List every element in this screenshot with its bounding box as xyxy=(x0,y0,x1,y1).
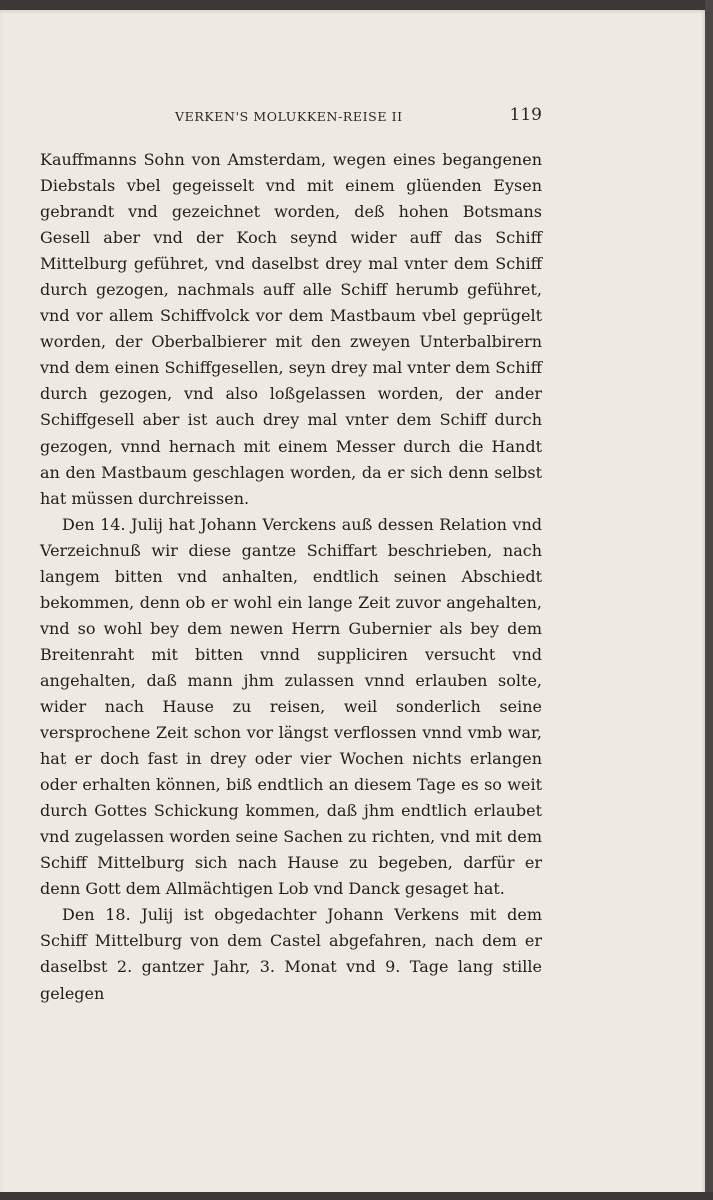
page-header xyxy=(40,105,542,129)
page-edge-shadow xyxy=(705,0,713,1200)
paragraph-1: Kauffmanns Sohn von Amsterdam, wegen eines begangenen Diebstals vbel gegeisselt vnd mit einem glüenden Eysen gebrandt vnd gezeichnet worden, deß hohen Botsmans Gesell aber vnd der Koch seynd wider auff das Schiff Mittelburg geführet, vnd daselbst drey mal vnter dem Schiff durch gezogen, nachmals auff alle Schiff herumb geführet, vnd vor allem Schiffvolck vor dem Mastbaum vbel geprügelt worden, der Oberbalbierer mit den zweyen Unterbalbirern vnd dem einen Schiffgesellen, seyn drey mal vnter dem Schiff durch gezogen, vnd also loßgelassen worden, der ander Schiffgesell aber ist auch drey mal vnter dem Schiff durch gezogen, vnnd hernach mit einem Messer durch die Handt an den Mastbaum geschlagen worden, da er sich denn selbst hat müssen durchreissen. xyxy=(40,150,542,508)
running-head: VERKEN'S MOLUKKEN-REISE II xyxy=(175,109,403,124)
paragraph-3: Den 18. Julij ist obgedachter Johann Verkens mit dem Schiff Mittelburg von dem Castel abgefahren, nach dem er daselbst 2. gantzer Jahr, 3. Monat vnd 9. Tage lang stille gelegen xyxy=(40,905,542,1003)
book-page xyxy=(0,10,705,1194)
page-bottom-edge xyxy=(0,1192,713,1200)
page-number: 119 xyxy=(509,105,542,125)
paragraph-2: Den 14. Julij hat Johann Verckens auß dessen Relation vnd Verzeichnuß wir diese gantze Schiffart beschrieben, nach langem bitten vnd anhalten, endtlich seinen Abschiedt bekommen, denn ob er wohl ein lange Zeit zuvor angehalten, vnd so wohl bey dem newen Herrn Gubernier als bey dem Breitenraht mit bitten vnnd suppliciren versucht vnd angehalten, daß mann jhm zulassen vnnd erlauben solte, wider nach Hause zu reisen, weil sonderlich seine versprochene Zeit schon vor längst verflossen vnnd vmb war, hat er doch fast in drey oder vier Wochen nichts erlangen oder erhalten können, biß endtlich an diesem Tage es so weit durch Gottes Schickung kommen, daß jhm endtlich erlaubet vnd zugelassen worden seine Sachen zu richten, vnd mit dem Schiff Mittelburg sich nach Hause zu begeben, darfür er denn Gott dem Allmächtigen Lob vnd Danck gesaget hat. xyxy=(40,514,542,899)
body-text xyxy=(40,147,542,1007)
